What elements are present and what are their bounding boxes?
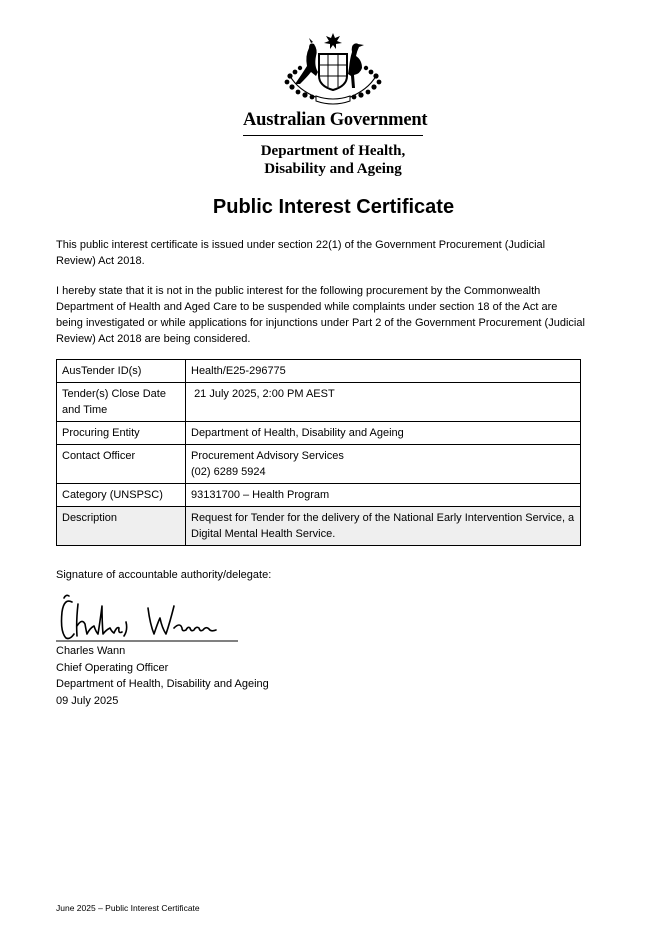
page-title: Public Interest Certificate [212,196,455,218]
signer-position: Chief Operating Officer [56,661,169,674]
intro-paragraph: This public interest certificate is issued under section 22(1) of the Government Procurement (Judicial Review) Act 2018. [56,239,546,267]
page-footer: June 2025 – Public Interest Certificate [56,903,200,913]
procuring-entity-value: Department of Health, Disability and Ageing [186,422,581,445]
contact-officer-label: Contact Officer [57,445,186,484]
table-row [57,360,581,383]
close-date-text: 21 July 2025, 2:00 PM AEST [194,388,335,400]
header-divider [243,135,423,136]
table-row [57,422,581,445]
coat-of-arms-icon [278,32,388,106]
statement-paragraph: I hereby state that it is not in the public interest for the following procurement by the Commonwealth Department of Health and Aged Care to be suspended while complaints under section 18 of the Act are being investigated or while applications for injunctions under Part 2 of the Government Procurement (Judicial Review) Act 2018 are being considered. [56,285,585,345]
category-value: 93131700 – Health Program [186,484,581,507]
contact-officer-phone: (02) 6289 5924 [191,466,266,478]
table-row [57,507,581,546]
government-name: Australian Government [243,110,428,130]
signer-name: Charles Wann [56,645,126,657]
procurement-details-table [56,359,581,546]
close-date-value [186,383,581,422]
department-name [243,142,423,178]
description-label: Description [57,507,186,546]
handwritten-signature [56,592,238,644]
category-label: Category (UNSPSC) [57,484,186,507]
contact-officer-value [186,445,581,484]
table-row [57,383,581,422]
department-name-line1: Department of Health, [260,143,406,159]
contact-officer-name: Procurement Advisory Services [191,450,344,462]
close-date-label: Tender(s) Close Date and Time [57,383,186,422]
signer-department: Department of Health, Disability and Ageing [56,678,269,690]
signature-date: 09 July 2025 [56,694,119,707]
signer-details [56,643,269,709]
table-row [57,484,581,507]
signature-label: Signature of accountable authority/delegate: [56,569,272,581]
description-value: Request for Tender for the delivery of the National Early Intervention Service, a Digital Mental Health Service. [186,507,581,546]
department-name-line2: Disability and Ageing [264,161,402,177]
austender-label: AusTender ID(s) [57,360,186,383]
table-row [57,445,581,484]
austender-value: Health/E25-296775 [186,360,581,383]
procuring-entity-label: Procuring Entity [57,422,186,445]
